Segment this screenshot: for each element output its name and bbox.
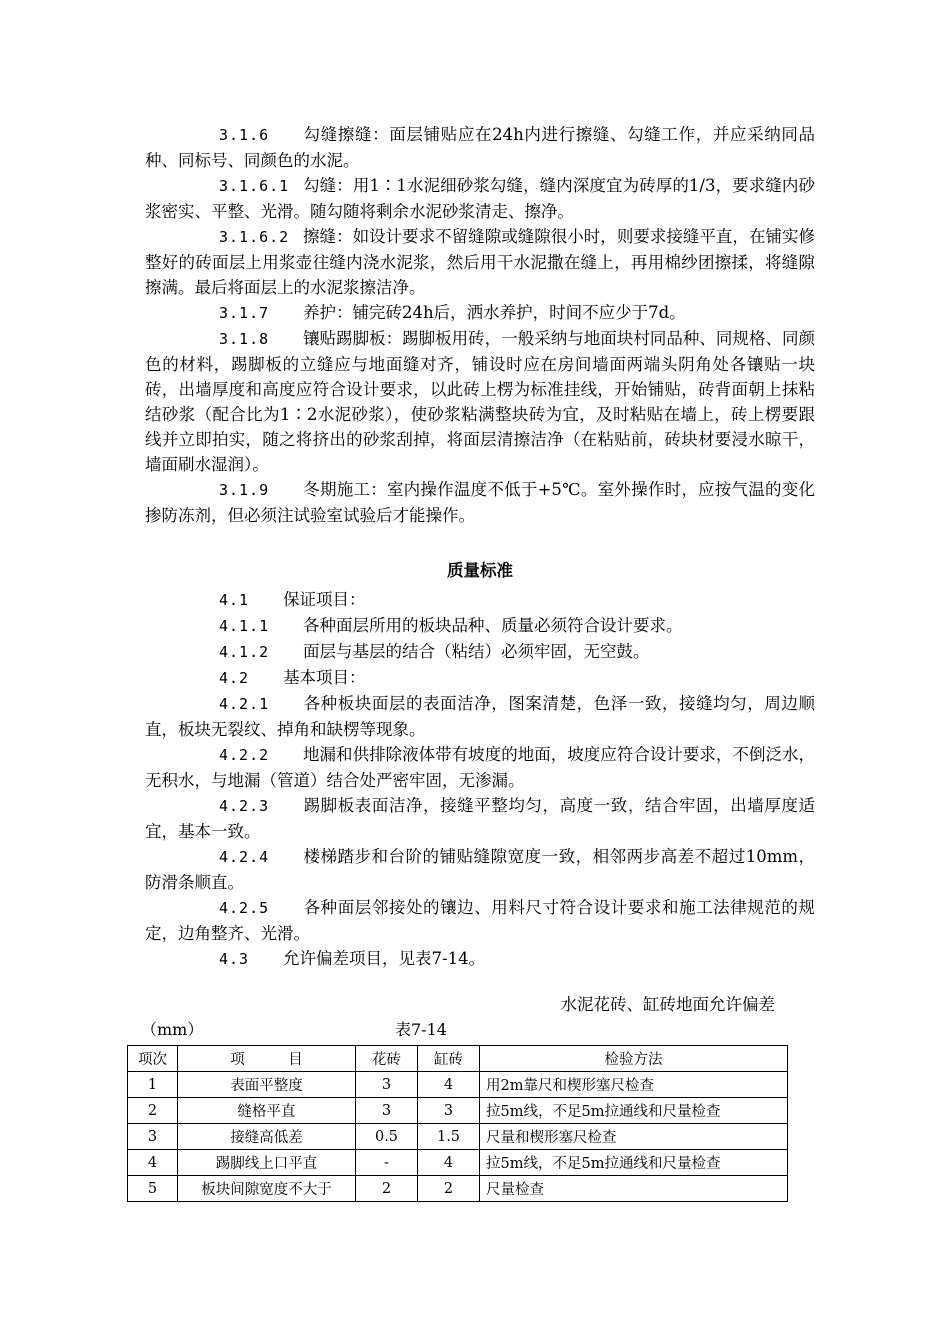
table-cell: 表面平整度 <box>178 1072 356 1098</box>
item-text: 面层与基层的结合（粘结）必须牢固，无空鼓。 <box>303 642 650 661</box>
header-cell: 花砖 <box>356 1046 418 1072</box>
quality-item <box>145 742 815 793</box>
table-header-row <box>128 1046 788 1072</box>
quality-item <box>145 639 815 665</box>
table-cell: 1 <box>128 1072 178 1098</box>
section-paragraph <box>145 477 815 528</box>
section-text: 镶贴踢脚板：踢脚板用砖，一般采纳与地面块村同品种、同规格、同颜色的材料，踢脚板的立缝应与地面缝对齐，铺设时应在房间墙面两端头阴角处各镶贴一块砖，出墙厚度和高度应符合设计要求，以此砖上楞为标准挂线，开始铺贴，砖背面朝上抹粘结砂浆（配合比为1∶2水泥砂浆），使砂浆粘满整块砖为宜，及时粘贴在墙上，砖上楞要跟线并立即拍实，随之将挤出的砂浆刮掉，将面层清擦洁净（在粘贴前，砖块材要浸水晾干，墙面刷水湿润）。 <box>145 329 815 474</box>
quality-item <box>145 665 815 691</box>
table-unit: （mm） <box>141 1020 204 1039</box>
section-number: 3.1.8 <box>219 330 270 348</box>
quality-item <box>145 613 815 639</box>
section-paragraph <box>145 224 815 300</box>
table-cell: 尺量检查 <box>480 1176 788 1202</box>
quality-item <box>145 691 815 742</box>
item-number: 4.2.1 <box>219 695 270 713</box>
quality-item <box>145 844 815 895</box>
table-cell: 3 <box>128 1124 178 1150</box>
item-text: 各种面层邻接处的镶边、用料尺寸符合设计要求和施工法律规范的规定，边角整齐、光滑。 <box>145 898 815 943</box>
construction-sections <box>145 122 815 528</box>
table-cell: 拉5m线，不足5m拉通线和尺量检查 <box>480 1098 788 1124</box>
section-text: 擦缝：如设计要求不留缝隙或缝隙很小时，则要求接缝平直，在铺实修整好的砖面层上用浆壶往缝内浇水泥浆，然后用干水泥撒在缝上，再用棉纱团擦揉，将缝隙擦满。最后将面层上的水泥浆擦洁净。 <box>145 227 815 297</box>
table-cell: 3 <box>356 1072 418 1098</box>
table-cell: 4 <box>418 1072 480 1098</box>
table-row <box>128 1124 788 1150</box>
table-cell: 1.5 <box>418 1124 480 1150</box>
section-number: 3.1.6 <box>219 126 270 144</box>
section-number: 3.1.6.2 <box>219 228 290 246</box>
table-cell: 5 <box>128 1176 178 1202</box>
item-number: 4.2.3 <box>219 797 270 815</box>
table-cell: 板块间隙宽度不大于 <box>178 1176 356 1202</box>
quality-item <box>145 587 815 613</box>
quality-items <box>145 587 815 972</box>
document-body <box>141 122 815 1039</box>
item-text: 楼梯踏步和台阶的铺贴缝隙宽度一致，相邻两步高差不超过10mm，防滑条顺直。 <box>145 847 815 892</box>
table-row <box>128 1176 788 1202</box>
section-text: 勾缝：用1∶1水泥细砂浆勾缝，缝内深度宜为砖厚的1/3，要求缝内砂浆密实、平整、光滑。随勾随将剩余水泥砂浆清走、擦净。 <box>145 176 815 221</box>
item-number: 4.2.4 <box>219 848 270 866</box>
section-number: 3.1.6.1 <box>219 177 290 195</box>
header-cell: 检验方法 <box>480 1046 788 1072</box>
header-cell: 缸砖 <box>418 1046 480 1072</box>
table-cell: 2 <box>128 1098 178 1124</box>
item-text: 各种板块面层的表面洁净，图案清楚，色泽一致，接缝均匀，周边顺直，板块无裂纹、掉角和缺楞等现象。 <box>145 694 815 739</box>
item-number: 4.1 <box>219 591 250 609</box>
item-text: 踢脚板表面洁净，接缝平整均匀，高度一致，结合牢固，出墙厚度适宜，基本一致。 <box>145 796 815 841</box>
section-number: 3.1.9 <box>219 481 270 499</box>
table-cell: 用2m靠尺和楔形塞尺检查 <box>480 1072 788 1098</box>
header-cell: 项 目 <box>178 1046 356 1072</box>
table-caption-row <box>141 1017 815 1039</box>
table-cell: 尺量和楔形塞尺检查 <box>480 1124 788 1150</box>
item-number: 4.2.2 <box>219 746 270 764</box>
table-cell: 2 <box>356 1176 418 1202</box>
table-cell: 接缝高低差 <box>178 1124 356 1150</box>
quality-heading: 质量标准 <box>447 561 513 580</box>
item-text: 保证项目： <box>283 590 366 609</box>
item-number: 4.2 <box>219 669 250 687</box>
table-row <box>128 1098 788 1124</box>
section-number: 3.1.7 <box>219 304 270 322</box>
section-paragraph <box>145 326 815 477</box>
table-cell: 3 <box>356 1098 418 1124</box>
item-number: 4.3 <box>219 950 250 968</box>
item-number: 4.1.2 <box>219 643 270 661</box>
quality-item <box>145 946 815 972</box>
table-cell: - <box>356 1150 418 1176</box>
table-cell: 踢脚线上口平直 <box>178 1150 356 1176</box>
table-cell: 缝格平直 <box>178 1098 356 1124</box>
table-row <box>128 1072 788 1098</box>
section-text: 勾缝擦缝：面层铺贴应在24h内进行擦缝、勾缝工作，并应采纳同品种、同标号、同颜色的水泥。 <box>145 125 815 170</box>
item-number: 4.2.5 <box>219 899 270 917</box>
header-cell: 项次 <box>128 1046 178 1072</box>
table-cell: 2 <box>418 1176 480 1202</box>
table-title: 水泥花砖、缸砖地面允许偏差 <box>560 995 775 1014</box>
item-text: 基本项目： <box>283 668 366 687</box>
table-cell: 拉5m线，不足5m拉通线和尺量检查 <box>480 1150 788 1176</box>
deviation-table <box>127 1045 788 1202</box>
quality-item <box>145 793 815 844</box>
table-number: 表7-14 <box>395 1020 447 1039</box>
section-text: 冬期施工：室内操作温度不低于+5℃。室外操作时，应按气温的变化掺防冻剂，但必须注试验室试验后才能操作。 <box>145 480 815 525</box>
section-paragraph <box>145 300 815 326</box>
item-text: 地漏和供排除液体带有坡度的地面，坡度应符合设计要求，不倒泛水，无积水，与地漏（管道）结合处严密牢固，无渗漏。 <box>145 745 815 790</box>
section-paragraph <box>145 173 815 224</box>
table-cell: 4 <box>128 1150 178 1176</box>
section-text: 养护：铺完砖24h后，洒水养护，时间不应少于7d。 <box>303 303 686 322</box>
section-paragraph <box>145 122 815 173</box>
table-cell: 4 <box>418 1150 480 1176</box>
item-text: 允许偏差项目，见表7-14。 <box>283 949 486 968</box>
table-row <box>128 1150 788 1176</box>
table-cell: 3 <box>418 1098 480 1124</box>
table-cell: 0.5 <box>356 1124 418 1150</box>
item-number: 4.1.1 <box>219 617 270 635</box>
quality-item <box>145 895 815 946</box>
item-text: 各种面层所用的板块品种、质量必须符合设计要求。 <box>303 616 683 635</box>
